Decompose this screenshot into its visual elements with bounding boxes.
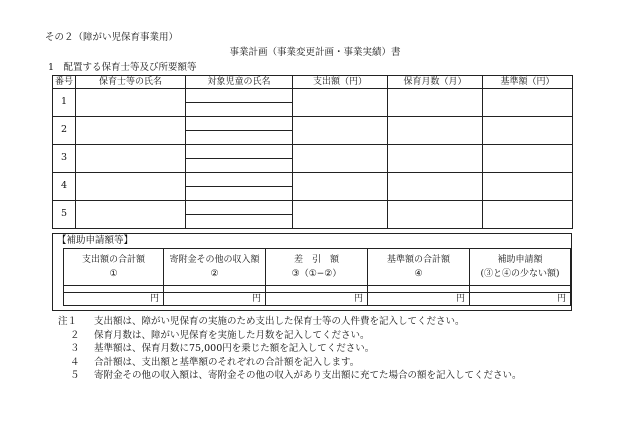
note-text: 支出額は、障がい児保育の実施のため支出した保育士等の人件費を記入してください。 bbox=[94, 316, 465, 327]
header-child-name: 対象児童の氏名 bbox=[186, 76, 293, 89]
table-row bbox=[53, 145, 573, 159]
header-standard-amount: 基準額（円） bbox=[483, 76, 573, 89]
child-name-cell[interactable] bbox=[186, 159, 293, 173]
note-text: 保育月数は、障がい児保育を実施した月数を記入してください。 bbox=[94, 329, 370, 341]
standard-amount-cell[interactable] bbox=[483, 145, 573, 173]
table-row bbox=[53, 173, 573, 187]
grant-heading: 【補助申請額等】 bbox=[57, 235, 134, 246]
header-staff-name: 保育士等の氏名 bbox=[76, 76, 186, 89]
grant-unit-yen[interactable]: 円 bbox=[164, 293, 266, 306]
months-cell[interactable] bbox=[388, 173, 483, 201]
document-title: 事業計画（事業変更計画・事業実績）書 bbox=[229, 47, 401, 58]
grant-unit-yen[interactable]: 円 bbox=[64, 293, 164, 306]
expenditure-cell[interactable] bbox=[293, 173, 388, 201]
grant-header-row bbox=[64, 249, 571, 286]
document-subtitle: その２（障がい児保育事業用） bbox=[45, 32, 179, 43]
child-name-cell[interactable] bbox=[186, 187, 293, 201]
note-text: 基準額は、保育月数に75,000円を乗じた額を記入してください。 bbox=[94, 343, 375, 354]
standard-amount-cell[interactable] bbox=[483, 117, 573, 145]
staff-name-cell[interactable] bbox=[76, 201, 186, 229]
note-item bbox=[58, 317, 522, 331]
note-item bbox=[58, 371, 522, 385]
child-name-cell[interactable] bbox=[186, 117, 293, 131]
header-months: 保育月数（月） bbox=[388, 76, 483, 89]
header-number: 番号 bbox=[53, 76, 76, 89]
note-number: ３ bbox=[70, 343, 80, 354]
notes-list bbox=[58, 317, 522, 385]
row-number: 4 bbox=[53, 173, 76, 201]
staff-name-cell[interactable] bbox=[76, 89, 186, 117]
child-name-cell[interactable] bbox=[186, 215, 293, 229]
grant-unit-yen[interactable]: 円 bbox=[266, 293, 368, 306]
row-number: 5 bbox=[53, 201, 76, 229]
grant-amount-table bbox=[63, 248, 571, 306]
grant-cell[interactable] bbox=[64, 286, 164, 293]
staff-name-cell[interactable] bbox=[76, 173, 186, 201]
staff-name-cell[interactable] bbox=[76, 145, 186, 173]
child-name-cell[interactable] bbox=[186, 131, 293, 145]
section-heading: 1 配置する保育士等及び所要額等 bbox=[48, 62, 197, 73]
note-number: ２ bbox=[70, 329, 80, 341]
standard-amount-cell[interactable] bbox=[483, 89, 573, 117]
table-row bbox=[53, 201, 573, 215]
grant-col-difference: 差 引 額 ③（①−②） bbox=[266, 249, 368, 286]
standard-amount-cell[interactable] bbox=[483, 201, 573, 229]
row-number: 1 bbox=[53, 89, 76, 117]
note-text: 合計額は、支出額と基準額のそれぞれの合計額を記入します。 bbox=[94, 356, 360, 368]
note-item bbox=[58, 331, 522, 345]
grant-cell[interactable] bbox=[470, 286, 571, 293]
child-name-cell[interactable] bbox=[186, 173, 293, 187]
grant-col-application-amount: 補助申請額 (③と④の少ない額) bbox=[470, 249, 571, 286]
grant-cell[interactable] bbox=[164, 286, 266, 293]
table-row bbox=[53, 89, 573, 103]
grant-value-row bbox=[64, 293, 571, 306]
grant-application-box bbox=[52, 233, 572, 311]
table-header-row bbox=[53, 76, 573, 89]
grant-col-expenditure-total: 支出額の合計額 ① bbox=[64, 249, 164, 286]
note-number: 注１ bbox=[58, 316, 78, 327]
table-row bbox=[53, 117, 573, 131]
expenditure-cell[interactable] bbox=[293, 145, 388, 173]
grant-unit-yen[interactable]: 円 bbox=[470, 293, 571, 306]
months-cell[interactable] bbox=[388, 89, 483, 117]
header-expenditure: 支出額（円） bbox=[293, 76, 388, 89]
note-number: ５ bbox=[70, 370, 80, 381]
expenditure-cell[interactable] bbox=[293, 117, 388, 145]
expenditure-cell[interactable] bbox=[293, 201, 388, 229]
grant-unit-yen[interactable]: 円 bbox=[368, 293, 470, 306]
row-number: 2 bbox=[53, 117, 76, 145]
note-item bbox=[58, 344, 522, 358]
grant-cell[interactable] bbox=[266, 286, 368, 293]
note-number: ４ bbox=[70, 356, 80, 368]
months-cell[interactable] bbox=[388, 145, 483, 173]
child-name-cell[interactable] bbox=[186, 89, 293, 103]
child-name-cell[interactable] bbox=[186, 103, 293, 117]
child-name-cell[interactable] bbox=[186, 201, 293, 215]
child-name-cell[interactable] bbox=[186, 145, 293, 159]
grant-col-standard-total: 基準額の合計額 ④ bbox=[368, 249, 470, 286]
note-item bbox=[58, 358, 522, 372]
grant-cell[interactable] bbox=[368, 286, 470, 293]
staff-name-cell[interactable] bbox=[76, 117, 186, 145]
row-number: 3 bbox=[53, 145, 76, 173]
note-text: 寄附金その他の収入額は、寄附金その他の収入があり支出額に充てた場合の額を記入してください。 bbox=[94, 370, 522, 381]
standard-amount-cell[interactable] bbox=[483, 173, 573, 201]
months-cell[interactable] bbox=[388, 201, 483, 229]
grant-col-donation-income: 寄附金その他の収入額 ② bbox=[164, 249, 266, 286]
months-cell[interactable] bbox=[388, 117, 483, 145]
expenditure-cell[interactable] bbox=[293, 89, 388, 117]
grant-blank-row bbox=[64, 286, 571, 293]
staff-allocation-table bbox=[52, 75, 573, 229]
